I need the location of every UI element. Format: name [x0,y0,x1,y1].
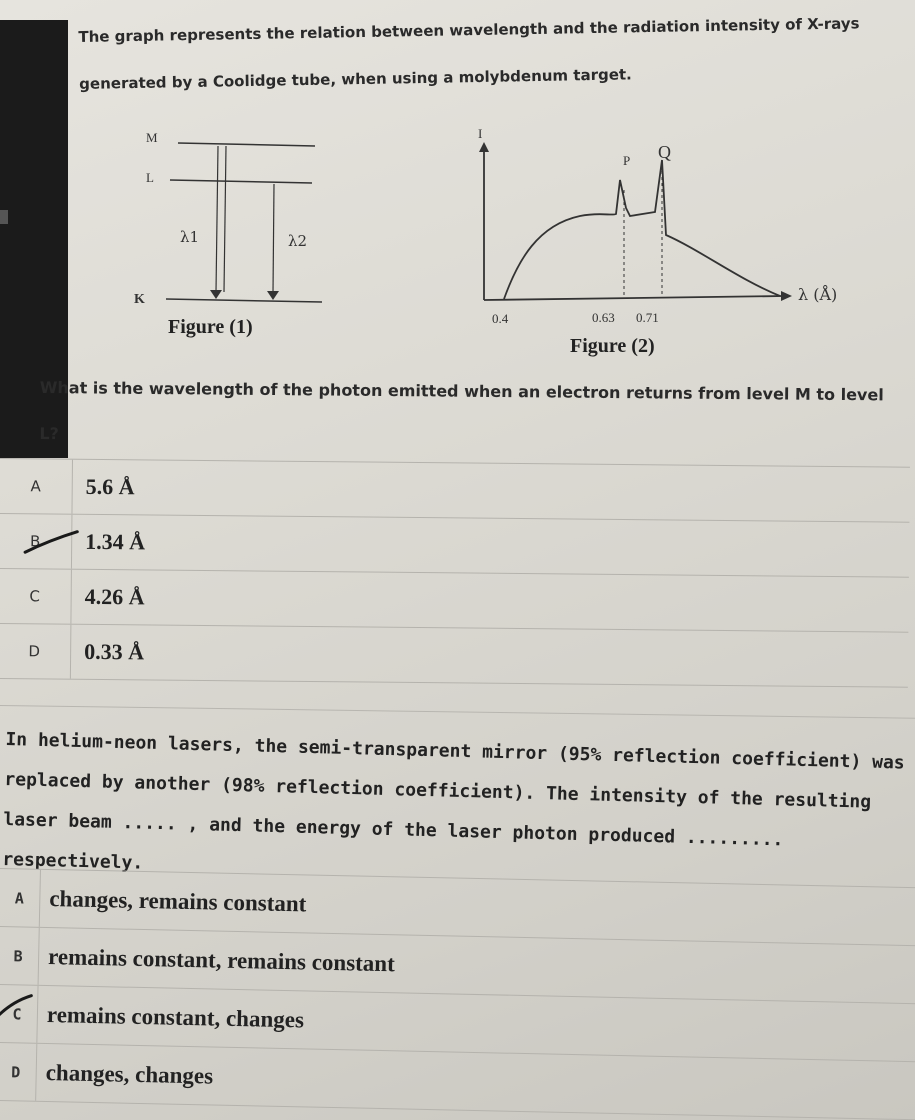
option-a-text: changes, remains constant [49,885,307,916]
tick-label-0-63: 0.63 [592,310,615,325]
option-b-text: 1.34 Å [85,528,146,555]
x-axis-label: λ (Å) [798,285,838,304]
option-d-text: changes, changes [45,1059,214,1089]
lambda1-transition-line-2 [224,146,226,292]
lambda2-arrowhead [267,291,279,300]
option-c-text: 4.26 Å [84,583,145,610]
lambda1-arrowhead [210,290,222,299]
option-c-letter: C [0,569,72,624]
tick-label-0-4: 0.4 [492,311,509,326]
figure2-caption: Figure (2) [570,335,655,357]
option-c-letter: C [0,985,39,1043]
spectrum-curve [504,160,780,299]
x-axis-arrowhead [781,291,792,301]
question1-text: What is the wavelength of the photon emitted when an electron returns from level M to level L? [39,377,884,444]
question1-options [0,458,910,688]
question2-options [0,868,915,1120]
question1-intro: The graph represents the relation between wavelength and the radiation intensity of X-rays generated by a Coolidge tube, when using a molybdenum target. [78,14,860,93]
option-b-letter: B [0,927,40,985]
option-b-text: remains constant, remains constant [47,943,396,976]
option-d-letter: D [0,1043,37,1101]
tick-label-0-71: 0.71 [636,310,659,325]
option-d-letter: D [0,624,71,679]
figure1-energy-levels [166,143,322,302]
option-c-row[interactable] [0,569,909,633]
option-b-row[interactable] [0,514,909,578]
lambda2-transition-line [273,184,274,293]
level-l-label: L [146,170,154,185]
level-m-line [178,143,315,146]
peak-q-label: Q [658,142,671,162]
level-m-label: M [146,130,158,145]
question2-text: In helium-neon lasers, the semi-transparent mirror (95% reflection coefficient) was replaced by another (98% reflection coefficient). The intensity of the resulting laser beam ..... , and the energy of the laser photon produced ......... respectively. [2,728,905,874]
x-axis [484,296,784,300]
level-l-line [170,180,312,183]
option-b-letter: B [0,514,72,569]
option-a-text: 5.6 Å [85,473,135,500]
lambda2-label: λ2 [288,232,308,250]
section-divider [0,705,915,719]
option-a-letter: A [0,869,41,927]
lambda1-label: λ1 [180,228,200,246]
figure2-spectrum [479,142,792,301]
option-c-text: remains constant, changes [46,1001,305,1032]
figure1-caption: Figure (1) [168,316,253,338]
figures-canvas [0,0,915,380]
peak-p-label: P [623,153,631,168]
option-a-row[interactable] [0,459,910,523]
level-k-line [166,299,322,302]
y-axis-arrowhead [479,142,489,152]
option-a-letter: A [0,459,73,514]
level-k-label: K [134,292,145,307]
option-d-text: 0.33 Å [84,638,145,665]
selection-mark-icon [21,528,81,559]
option-d-row[interactable] [0,624,908,688]
lambda1-transition-line [216,146,218,292]
selection-mark-icon [0,993,37,1024]
y-axis-label: I [478,126,483,141]
